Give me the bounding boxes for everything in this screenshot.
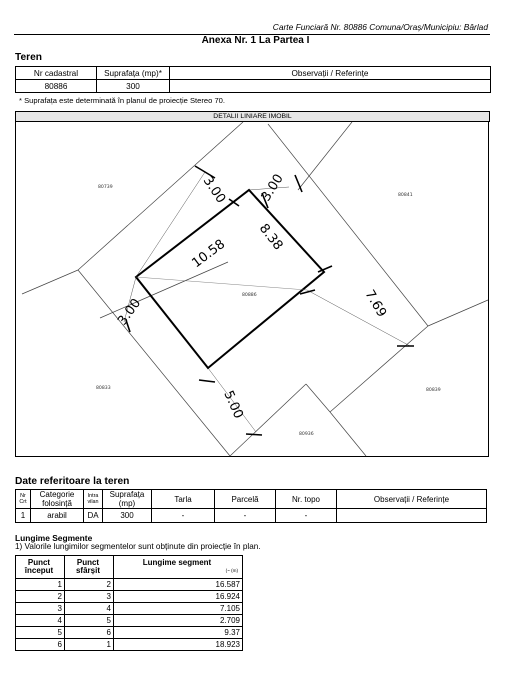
dim-top-right-setback: 3.00 (258, 171, 287, 205)
col-intravilan: Intra vilan (84, 490, 103, 509)
col-categorie: Categorie folosință (31, 490, 84, 509)
neighbor-line-bottom (330, 412, 366, 456)
lungime-segmente-header (16, 556, 243, 579)
segment-length: 16.587 (114, 579, 243, 591)
segment-end: 1 (65, 639, 114, 651)
col-lungime-unit: (~ (m) (225, 568, 238, 573)
cell-nr-cadastral: 80886 (16, 80, 97, 93)
col-tarla: Tarla (152, 490, 215, 509)
col-observatii: Observații / Referințe (170, 67, 491, 80)
table-row (16, 603, 243, 615)
segment-end: 3 (65, 591, 114, 603)
dim-depth: 8.38 (255, 221, 286, 254)
tick-bottom-outer (246, 434, 262, 435)
cell-nr-crt: 1 (16, 509, 31, 523)
drawing-title: DETALII LINIARE IMOBIL (15, 111, 490, 122)
neighbor-line-bottom-right (330, 326, 428, 412)
teren-section-title: Teren (15, 52, 42, 63)
table-row (16, 627, 243, 639)
segment-start: 3 (16, 603, 65, 615)
segment-end: 4 (65, 603, 114, 615)
table-row (16, 615, 243, 627)
cell-tarla: - (152, 509, 215, 523)
segment-end: 5 (65, 615, 114, 627)
col-punct-sfarsit: Punct sfârșit (65, 556, 114, 579)
neighbor-line-far-right (428, 300, 488, 326)
cell-parcela: - (215, 509, 276, 523)
carte-funciara-reference: Carte Funciară Nr. 80886 Comuna/Oraș/Municipiu: Bârlad (272, 22, 488, 32)
col-nr-cadastral: Nr cadastral (16, 67, 97, 80)
segment-length: 7.105 (114, 603, 243, 615)
suprafata-note: * Suprafața este determinată în planul de proiecție Stereo 70. (19, 96, 226, 105)
neighbor-label-bottom: 80936 (299, 432, 314, 437)
col-nr-crt: Nr Crt (16, 490, 31, 509)
parcel-label-main: 80886 (242, 293, 257, 298)
table-row (16, 579, 243, 591)
neighbor-line-left (78, 270, 230, 456)
annex-title: Anexa Nr. 1 La Partea I (201, 35, 310, 46)
col-lungime-segment (114, 556, 243, 579)
cell-nr-topo: - (276, 509, 337, 523)
col-lungime-segment-label: Lungime segment (142, 558, 212, 567)
cell-suprafata: 300 (97, 80, 170, 93)
segment-start: 2 (16, 591, 65, 603)
neighbor-line-right (268, 124, 428, 326)
drawing-frame (16, 122, 489, 457)
segment-length: 9.37 (114, 627, 243, 639)
neighbor-line-inner (100, 262, 228, 318)
teren-table (15, 66, 491, 93)
segment-start: 6 (16, 639, 65, 651)
tick-bottom-inner (199, 380, 215, 382)
parcel-drawing (15, 121, 490, 458)
date-referitoare-row (16, 509, 487, 523)
segment-start: 1 (16, 579, 65, 591)
cell-intravilan: DA (84, 509, 103, 523)
neighbor-line-top-right-top (298, 122, 352, 190)
col-observatii-referinte: Observații / Referințe (337, 490, 487, 509)
neighbor-label-bottom-left: 80833 (96, 386, 111, 391)
dim-bottom-setback: 5.00 (220, 388, 246, 422)
neighbor-label-bottom-right: 80839 (426, 388, 441, 393)
dim-right-setback: 7.69 (361, 287, 390, 321)
segment-length: 18.923 (114, 639, 243, 651)
col-parcela: Parcelă (215, 490, 276, 509)
lungime-segmente-body (16, 579, 243, 651)
col-suprafata-mp: Suprafața (mp) (103, 490, 152, 509)
lungime-segmente-title: Lungime Segmente (15, 533, 93, 543)
lungime-segmente-table (15, 555, 243, 651)
table-row (16, 591, 243, 603)
dimension-line-right (307, 287, 410, 346)
cell-categorie: arabil (31, 509, 84, 523)
segment-start: 5 (16, 627, 65, 639)
col-punct-inceput: Punct început (16, 556, 65, 579)
date-referitoare-header (16, 490, 487, 509)
teren-table-row (16, 80, 491, 93)
cell-suprafata-mp: 300 (103, 509, 152, 523)
lungime-segmente-note: 1) Valorile lungimilor segmentelor sunt obținute din proiecție în plan. (15, 542, 261, 551)
dim-width: 10.58 (189, 236, 229, 272)
date-referitoare-table (15, 489, 487, 523)
cell-observatii-referinte (337, 509, 487, 523)
neighbor-label-top-left: 80739 (98, 185, 113, 190)
segment-length: 16.924 (114, 591, 243, 603)
segment-end: 6 (65, 627, 114, 639)
neighbor-line-far-left (22, 270, 78, 294)
teren-table-header (16, 67, 491, 80)
building-guide-line (136, 277, 307, 290)
date-referitoare-section-title: Date referitoare la teren (15, 476, 130, 487)
segment-start: 4 (16, 615, 65, 627)
dim-left-setback: 3.00 (115, 296, 145, 329)
neighbor-line-notch (306, 384, 330, 412)
table-row (16, 639, 243, 651)
neighbor-line-bottom-left (230, 384, 306, 456)
dim-top-left-setback: 3.00 (199, 173, 229, 207)
cell-observatii (170, 80, 491, 93)
col-nr-topo: Nr. topo (276, 490, 337, 509)
segment-end: 2 (65, 579, 114, 591)
neighbor-label-top-right: 80841 (398, 193, 413, 198)
col-suprafata: Suprafața (mp)* (97, 67, 170, 80)
segment-length: 2.709 (114, 615, 243, 627)
neighbor-lines (22, 122, 488, 456)
